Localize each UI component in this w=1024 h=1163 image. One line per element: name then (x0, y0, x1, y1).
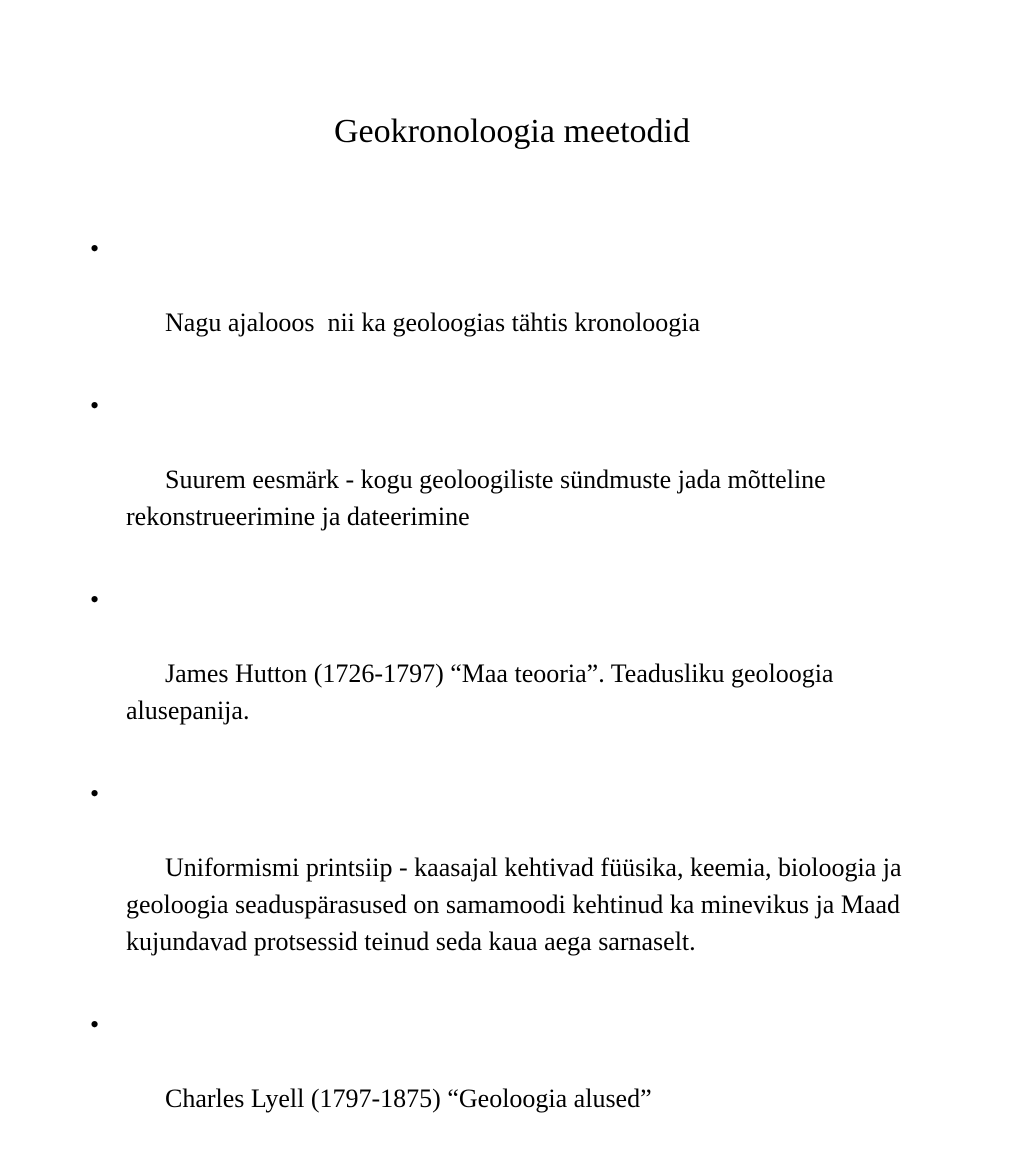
bullet-text: Suurem eesmärk - kogu geoloogiliste sündmuste jada mõtteline rekonstrueerimine ja dateerimine (126, 465, 833, 531)
bullet-text: James Hutton (1726-1797) “Maa teooria”. Teadusliku geoloogia alusepanija. (126, 659, 840, 725)
bullet-dot-icon: • (90, 585, 100, 614)
bullet-dot-icon: • (90, 1010, 100, 1039)
bullet-text: Charles Lyell (1797-1875) “Geoloogia alused” (165, 1084, 652, 1113)
bullet-text: Uniformismi printsiip - kaasajal kehtivad füüsika, keemia, bioloogia ja geoloogia seaduspärasused on samamoodi kehtinud ka minevikus ja Maad kujundavad protsessid teinud seda kaua aega sarnaselt. (126, 853, 908, 956)
bullet-item (80, 775, 960, 997)
bullet-item (80, 1006, 960, 1154)
slide-title: Geokronoloogia meetodid (334, 113, 690, 150)
bullet-dot-icon: • (90, 234, 100, 263)
bullet-dot-icon: • (90, 779, 100, 808)
bullet-list (80, 230, 960, 1163)
bullet-dot-icon: • (90, 391, 100, 420)
bullet-text: Nagu ajalooos nii ka geoloogias tähtis kronoloogia (165, 308, 701, 337)
bullet-item (80, 581, 960, 766)
bullet-item (80, 387, 960, 572)
bullet-item (80, 230, 960, 378)
